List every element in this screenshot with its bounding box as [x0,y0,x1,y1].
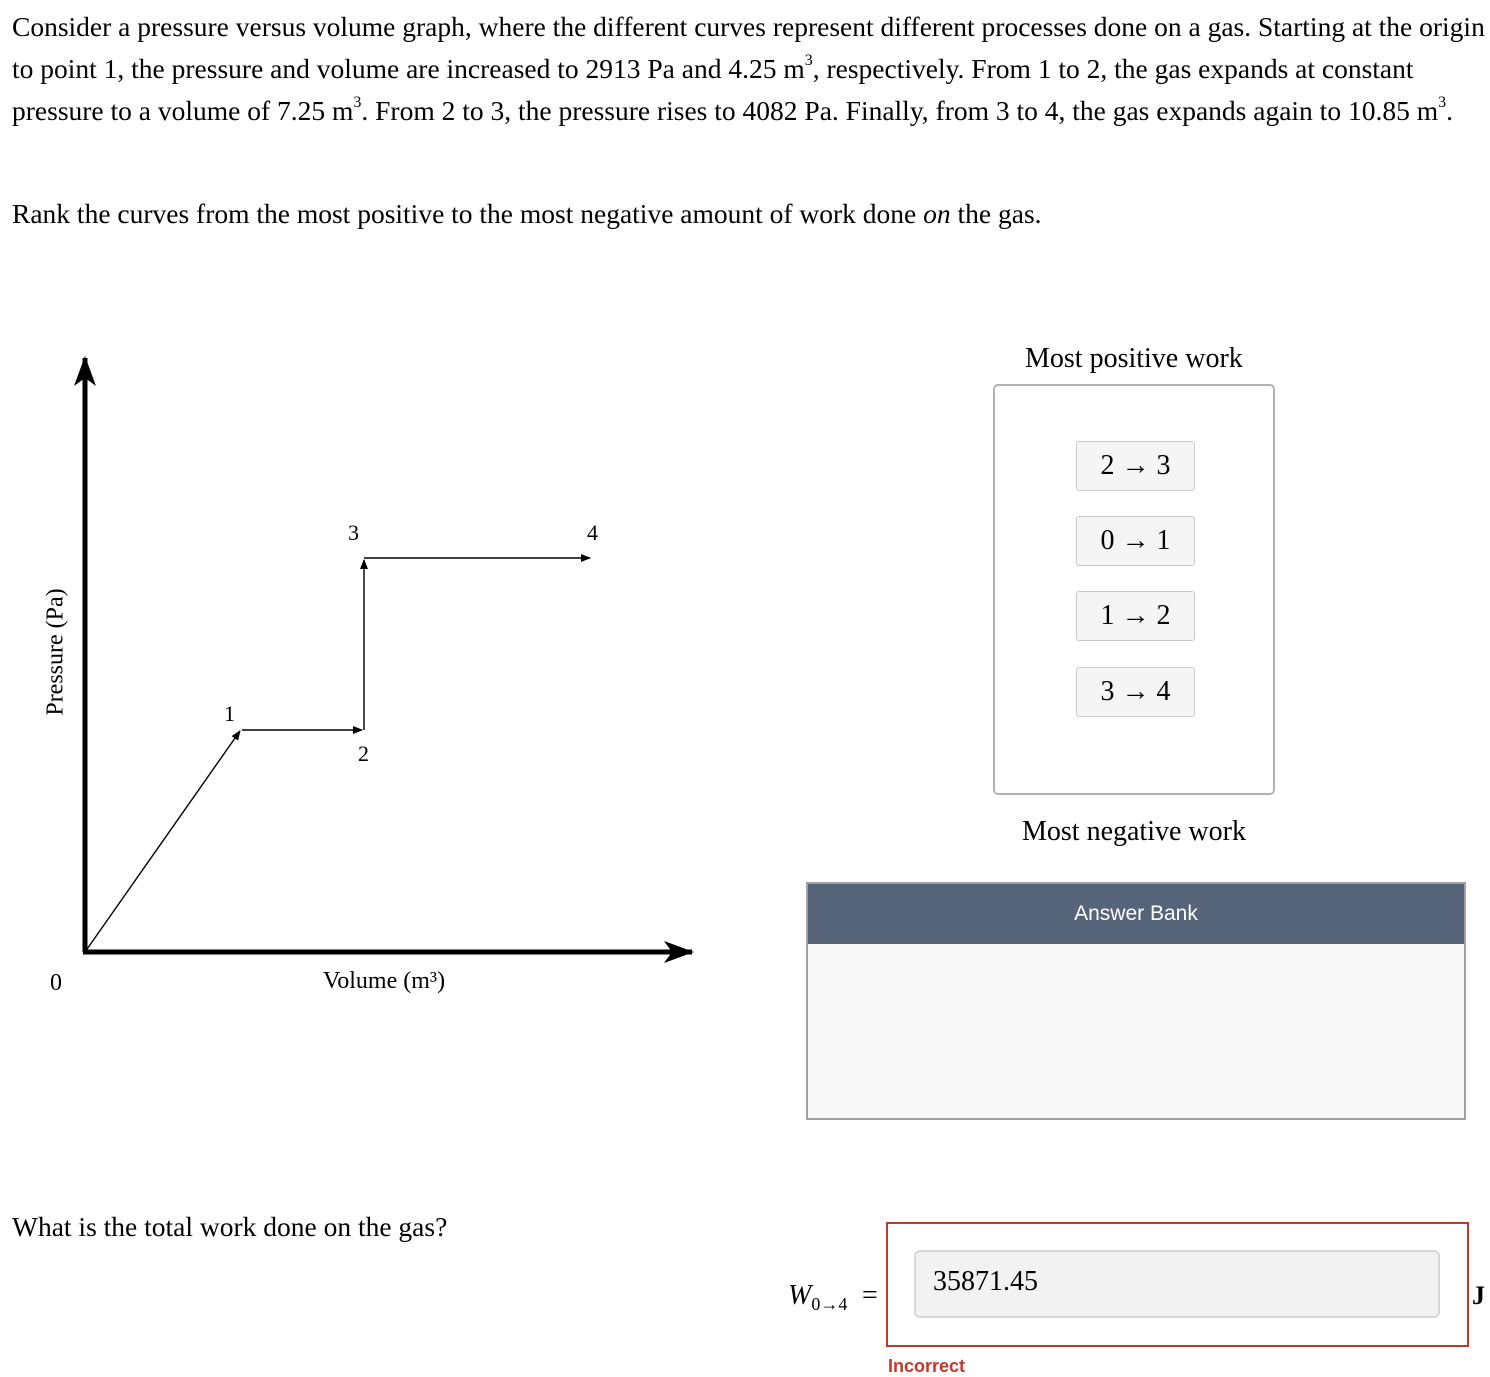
answer-status: Incorrect [888,1356,966,1376]
work-unit: J [1472,1281,1485,1310]
rank-instruction: Rank the curves from the most positive to the most negative amount of work done on the gas. [12,198,1042,229]
point-label-3: 3 [348,520,359,545]
rank-item-0-1[interactable]: 0 → 1 [1076,516,1195,566]
most-positive-label: Most positive work [1025,343,1243,374]
process-0-1 [85,731,240,952]
x-axis-label: Volume (m³) [323,968,446,994]
answer-bank[interactable] [806,882,1466,1120]
work-answer-input[interactable]: 35871.45 [914,1250,1440,1318]
work-question: What is the total work done on the gas? [12,1211,448,1242]
most-negative-label: Most negative work [1022,816,1246,847]
point-label-2: 2 [358,741,369,766]
rank-item-1-2[interactable]: 1 → 2 [1076,591,1195,641]
answer-bank-header: Answer Bank [808,884,1464,944]
rank-item-3-4[interactable]: 3 → 4 [1076,667,1195,717]
question-text: Consider a pressure versus volume graph, where the different curves represent different processes done on a gas. Starting at the origin to point 1, the pressure and volume are increased to 2913 Pa and 4.25 $m^3$, respectively. From 1 to 2, the gas expands at constant pressure to a volume of 7.25 $m^3$. From 2 to 3, the pressure rises to 4082 Pa. Finally, from 3 to 4, the gas expands again to 10.85 $m^3$. [12,11,1485,126]
pv-graph [0,340,720,970]
rank-item-2-3[interactable]: 2 → 3 [1076,441,1195,491]
equals-sign: = [862,1280,878,1311]
origin-label: 0 [50,970,62,996]
work-symbol: $W_{0\to 4}$ [788,1280,848,1314]
question-prompt [12,6,1486,132]
point-label-1: 1 [224,701,235,726]
point-label-4: 4 [587,520,598,545]
